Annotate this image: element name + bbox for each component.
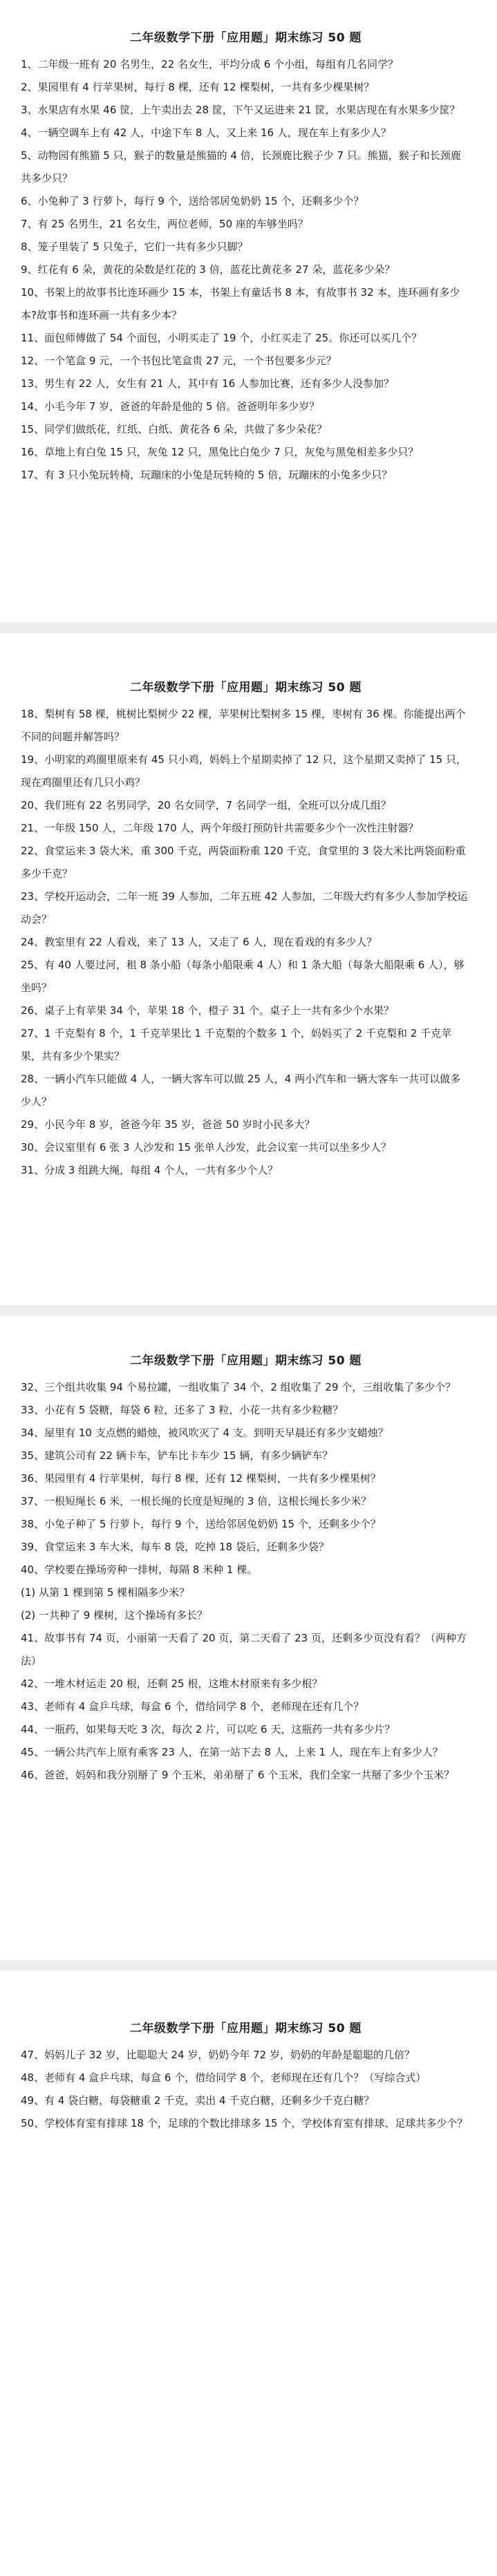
question-30: 30、会议室里有 6 张 3 人沙发和 15 张单人沙发，此会议室一共可以坐多少人？ xyxy=(21,1141,391,1154)
question-15: 15、同学们做纸花，红纸、白纸、黄花各 6 朵，共做了多少朵花？ xyxy=(21,423,328,435)
question-10: 10、书架上的故事书比连环画少 15 本，书架上有童话书 8 本，有故事书 32 本，连环画有多少本?故事书和连环画一共有多少本？ xyxy=(21,286,460,321)
question-18: 18、梨树有 58 棵，桃树比梨树少 22 棵，苹果树比梨树多 15 棵，枣树有 36 棵。你能提出两个不同的问题并解答吗？ xyxy=(21,708,466,743)
worksheet-title: 二年级数学下册「应用题」期末练习 50 题 xyxy=(130,1354,362,1368)
question-8: 8、笼子里装了 5 只兔子，它们一共有多少只脚？ xyxy=(21,241,248,253)
worksheet-page-1 xyxy=(0,0,497,622)
question-39: 39、食堂运来 3 车大米，每车 8 袋，吃掉 18 袋后，还剩多少袋？ xyxy=(21,1541,329,1553)
question-13: 13、男生有 22 人，女生有 21 人，其中有 16 人参加比赛，还有多少人没参加？ xyxy=(21,377,394,390)
question-19: 19、小明家的鸡圈里原来有 45 只小鸡，妈妈上个星期卖掉了 12 只，这个星期又卖掉了 15 只，现在鸡圈里还有几只小鸡？ xyxy=(21,753,467,789)
worksheet-page-4 xyxy=(0,1971,497,2576)
question-9: 9、红花有 6 朵，黄花的朵数是红花的 3 倍，蓝花比黄花多 27 朵，蓝花多少朵？ xyxy=(21,263,395,276)
question-11: 11、面包师傅做了 54 个面包，小明买走了 19 个，小红买走了 25。你还可以买几个？ xyxy=(21,332,422,344)
question-6: 6、小兔种了 3 行萝卜，每行 9 个，送给邻居兔奶奶 15 个，还剩多少个？ xyxy=(21,195,364,207)
question-50: 50、学校体育室有排球 18 个，足球的个数比排球多 15 个，学校体育室有排球、足球共多少个？ xyxy=(21,2117,468,2130)
question-list xyxy=(21,1376,471,1787)
question-48: 48、老师有 4 盒乒乓球，每盒 6 个，借给同学 8 个，老师现在还有几个？（写综合式） xyxy=(21,2071,426,2084)
question-31: 31、分成 3 组跳大绳，每组 4 个人，一共有多少个人？ xyxy=(21,1164,279,1176)
question-46: 46、爸爸，妈妈和我分别掰了 9 个玉米，弟弟掰了 6 个玉米，我们全家一共掰了多少个玉米？ xyxy=(21,1769,455,1781)
question-36: 36、果园里有 4 行苹果树，每行 8 棵，还有 12 棵梨树，一共有多少棵果树？ xyxy=(21,1472,381,1485)
question-4: 4、一辆空调车上有 42 人，中途下车 8 人，又上来 16 人，现在车上有多少人？ xyxy=(21,126,391,139)
question-14: 14、小毛今年 7 岁，爸爸的年龄是他的 5 倍。爸爸明年多少岁？ xyxy=(21,400,320,413)
question-41: 41、故事书有 74 页，小丽第一天看了 20 页，第二天看了 23 页，还剩多少页没有看？（两种方法） xyxy=(21,1632,467,1667)
question-38: 38、小兔子种了 5 行萝卜，每行 9 个，送给邻居兔奶奶 15 个，还剩多少个？ xyxy=(21,1518,381,1530)
question-44: 44、一瓶药，如果每天吃 3 次，每次 2 片，可以吃 6 天，这瓶药一共有多少片？ xyxy=(21,1723,395,1736)
question-20: 20、我们班有 22 名男同学，20 名女同学，7 名同学一组，全班可以分成几组？ xyxy=(21,799,391,811)
question-40: 40、学校要在操场旁种一排树，每隔 8 米种 1 棵。 xyxy=(21,1563,258,1576)
question-43: 43、老师有 4 盒乒乓球，每盒 6 个，借给同学 8 个，老师现在还有几个？ xyxy=(21,1700,364,1713)
worksheet-title: 二年级数学下册「应用题」期末练习 50 题 xyxy=(130,681,362,695)
question-1: 1、二年级一班有 20 名男生，22 名女生，平均分成 6 个小组，每组有几名同学？ xyxy=(21,58,399,70)
question-26: 26、桌子上有苹果 34 个，苹果 18 个，橙子 31 个。桌子上一共有多少个水果？ xyxy=(21,1004,394,1017)
worksheet-page-2 xyxy=(0,633,497,1305)
question-list xyxy=(21,2044,471,2135)
question-40-part-1: (1) 从第 1 棵到第 5 棵相隔多少米？ xyxy=(21,1586,190,1599)
question-17: 17、有 3 只小兔玩转椅，玩蹦床的小兔是玩转椅的 5 倍，玩蹦床的小兔多少只？ xyxy=(21,469,393,481)
question-37: 37、一根短绳长 6 米，一根长绳的长度是短绳的 3 倍，这根长绳长多少米？ xyxy=(21,1495,372,1507)
question-49: 49、有 4 袋白糖，每袋糖重 2 千克，卖出 4 千克白糖，还剩多少千克白糖？ xyxy=(21,2094,375,2107)
question-25: 25、有 40 人要过河，租 8 条小船（每条小船限乘 4 人）和 1 条大船（每条大船限乘 6 人），够坐吗？ xyxy=(21,959,465,994)
question-3: 3、水果店有水果 46 筐，上午卖出去 28 筐，下午又运进来 21 筐，水果店现在有水果多少筐？ xyxy=(21,104,460,116)
question-45: 45、一辆公共汽车上原有乘客 23 人，在第一站下去 8 人，上来 1 人，现在车上有多少人？ xyxy=(21,1746,443,1758)
question-5: 5、动物园有熊猫 5 只，猴子的数量是熊猫的 4 倍，长颈鹿比猴子少 7 只。熊猫，猴子和长颈鹿共多少只？ xyxy=(21,149,461,185)
question-34: 34、屋里有 10 支点燃的蜡烛，被风吹灭了 4 支。到明天早晨还有多少支蜡烛？ xyxy=(21,1427,388,1439)
question-24: 24、教室里有 22 人看戏，来了 13 人，又走了 6 人，现在看戏的有多少人？ xyxy=(21,936,377,948)
question-23: 23、学校开运动会，二年一班 39 人参加，二年五班 42 人参加，二年级大约有多少人参加学校运动会？ xyxy=(21,890,468,925)
question-35: 35、建筑公司有 22 辆卡车，铲车比卡车少 15 辆，有多少辆铲车？ xyxy=(21,1449,333,1462)
question-7: 7、有 25 名男生，21 名女生，两位老师，50 座的车够坐吗？ xyxy=(21,218,308,230)
question-42: 42、一堆木材运走 20 根，还剩 25 根，这堆木材原来有多少根？ xyxy=(21,1677,323,1690)
worksheet-page-3 xyxy=(0,1316,497,1960)
question-40-part-2: (2) 一共种了 9 棵树，这个操场有多长？ xyxy=(21,1609,208,1621)
question-list xyxy=(21,703,471,1182)
question-12: 12、一个笔盒 9 元，一个书包比笔盒贵 27 元，一个书包要多少元？ xyxy=(21,355,337,367)
question-16: 16、草地上有白兔 15 只，灰兔 12 只，黑兔比白兔少 7 只，灰兔与黑兔相差多少只？ xyxy=(21,446,419,458)
worksheet-title: 二年级数学下册「应用题」期末练习 50 题 xyxy=(130,31,362,45)
question-2: 2、果园里有 4 行苹果树，每行 8 棵，还有 12 棵梨树，一共有多少棵果树？ xyxy=(21,81,375,93)
question-27: 27、1 千克梨有 8 个，1 千克苹果比 1 千克梨的个数多 1 个，妈妈买了 2 千克梨和 2 千克苹果，共有多少个果实？ xyxy=(21,1027,452,1062)
question-32: 32、三个组共收集 94 个易拉罐，一组收集了 34 个，2 组收集了 29 个，三组收集了多少个？ xyxy=(21,1381,456,1393)
question-47: 47、妈妈儿子 32 岁，比聪聪大 24 岁，奶奶今年 72 岁，奶奶的年龄是聪聪的几倍？ xyxy=(21,2049,415,2061)
question-list xyxy=(21,53,471,487)
question-21: 21、一年级 150 人，二年级 170 人，两个年级打预防针共需要多少个一次性注射器？ xyxy=(21,822,419,834)
worksheet-title: 二年级数学下册「应用题」期末练习 50 题 xyxy=(130,2022,362,2036)
question-33: 33、小花有 5 袋糖，每袋 6 粒，还多了 3 粒，小花一共有多少粒糖？ xyxy=(21,1404,344,1416)
question-28: 28、一辆小汽车只能做 4 人，一辆大客车可以做 25 人，4 两小汽车和一辆大客车一共可以做多少人？ xyxy=(21,1073,461,1108)
question-22: 22、食堂运来 3 袋大米，重 300 千克，两袋面粉重 120 千克，食堂里的 3 袋大米比两袋面粉重多少千克？ xyxy=(21,845,466,880)
question-29: 29、小民今年 8 岁，爸爸今年 35 岁，爸爸 50 岁时小民多大？ xyxy=(21,1118,315,1131)
